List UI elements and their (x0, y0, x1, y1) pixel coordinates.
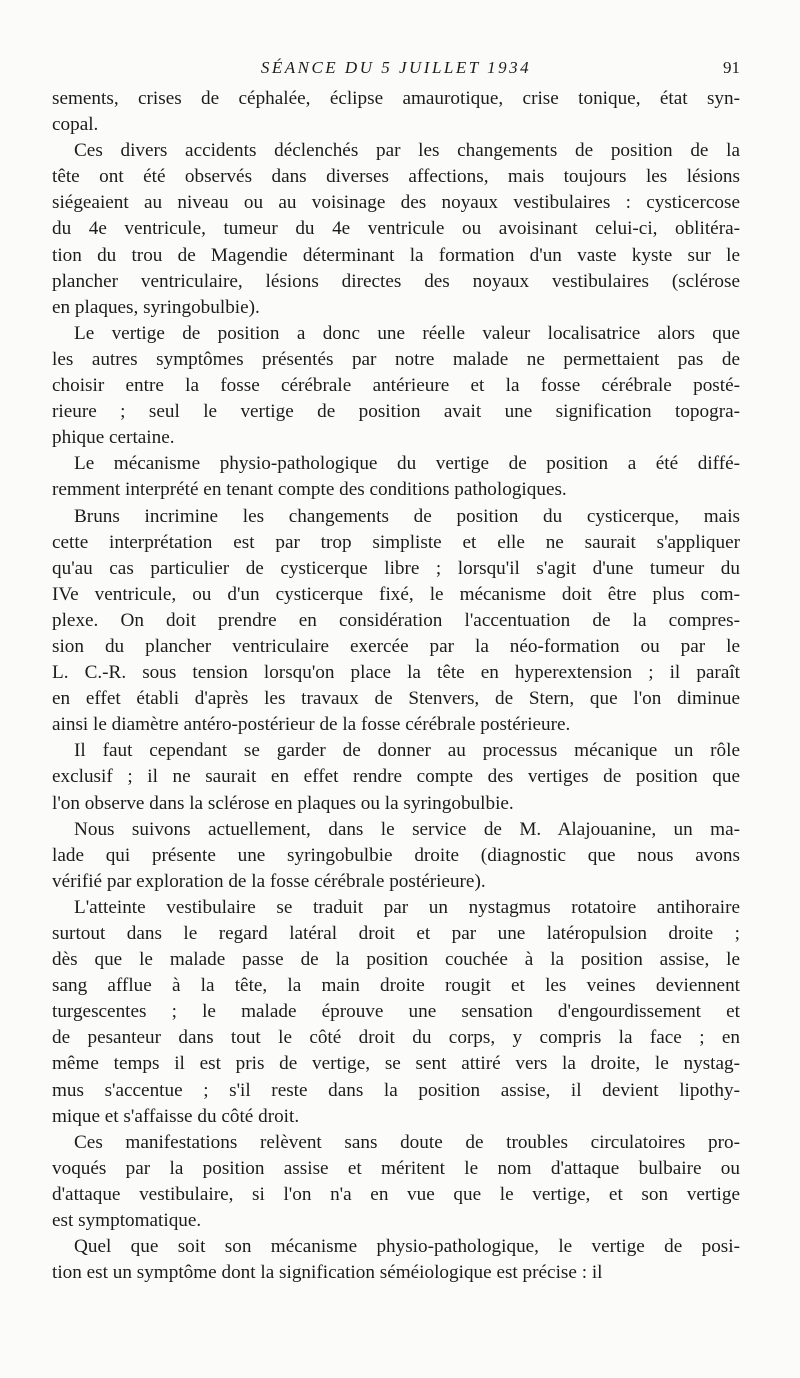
paragraph (52, 451, 740, 503)
text-line: qu'au cas particulier de cysticerque libre ; lorsqu'il s'agit d'une tumeur du (52, 557, 740, 579)
text-line: mique et s'affaisse du côté droit. (52, 1105, 300, 1127)
paragraph (52, 138, 740, 321)
text-line: Le vertige de position a donc une réelle valeur localisatrice alors que (74, 322, 740, 344)
text-line: même temps il est pris de vertige, se sent attiré vers la droite, le nystag- (52, 1053, 740, 1075)
paragraph (52, 321, 740, 451)
text-line: est symptomatique. (52, 1210, 202, 1232)
text-line: phique certaine. (52, 427, 175, 449)
text-line: tion du trou de Magendie déterminant la formation d'un vaste kyste sur le (52, 244, 740, 266)
text-line: exclusif ; il ne saurait en effet rendre compte des vertiges de position que (52, 766, 740, 788)
text-line: vérifié par exploration de la fosse cérébrale postérieure). (52, 870, 486, 892)
text-line: sion du plancher ventriculaire exercée par la néo-formation ou par le (52, 635, 740, 657)
running-head: SÉANCE DU 5 JUILLET 1934 (260, 58, 532, 77)
text-line: mus s'accentue ; s'il reste dans la position assise, il devient lipothy- (52, 1079, 740, 1101)
text-line: voqués par la position assise et méritent le nom d'attaque bulbaire ou (52, 1157, 740, 1179)
text-line: Ces divers accidents déclenchés par les changements de position de la (74, 140, 740, 162)
text-line: lade qui présente une syringobulbie droite (diagnostic que nous avons (52, 844, 740, 866)
text-line: sements, crises de céphalée, éclipse amaurotique, crise tonique, état syn- (52, 88, 740, 109)
paragraph (52, 1234, 740, 1286)
text-line: plancher ventriculaire, lésions directes des noyaux vestibulaires (sclérose (52, 270, 740, 292)
text-line: Nous suivons actuellement, dans le service de M. Alajouanine, un ma- (74, 818, 740, 840)
paragraph (52, 895, 740, 1130)
text-line: l'on observe dans la sclérose en plaques ou la syringobulbie. (52, 792, 514, 814)
paragraph (52, 86, 740, 138)
text-line: dès que le malade passe de la position couchée à la position assise, le (52, 949, 740, 971)
text-line: turgescentes ; le malade éprouve une sensation d'engourdissement et (52, 1001, 740, 1023)
page-number: 91 (723, 58, 740, 77)
text-line: Ces manifestations relèvent sans doute de troubles circulatoires pro- (74, 1131, 740, 1153)
paragraph (52, 504, 740, 739)
text-line: de pesanteur dans tout le côté droit du corps, y compris la face ; en (52, 1027, 740, 1049)
text-line: remment interprété en tenant compte des conditions pathologiques. (52, 479, 567, 501)
text-line: Quel que soit son mécanisme physio-pathologique, le vertige de posi- (74, 1236, 740, 1258)
paragraph (52, 817, 740, 895)
text-line: siégeaient au niveau ou au voisinage des noyaux vestibulaires : cysticercose (52, 192, 740, 214)
text-line: Bruns incrimine les changements de position du cysticerque, mais (74, 505, 740, 527)
text-line: Le mécanisme physio-pathologique du vertige de position a été diffé- (74, 453, 740, 475)
text-line: tête ont été observés dans diverses affections, mais toujours les lésions (52, 166, 740, 188)
paragraph (52, 1130, 740, 1234)
text-line: ainsi le diamètre antéro-postérieur de la fosse cérébrale postérieure. (52, 714, 571, 736)
text-line: cette interprétation est par trop simpliste et elle ne saurait s'appliquer (52, 531, 740, 553)
text-line: rieure ; seul le vertige de position avait une signification topogra- (52, 401, 740, 423)
text-line: sang afflue à la tête, la main droite rougit et les veines deviennent (52, 975, 740, 997)
text-line: en plaques, syringobulbie). (52, 296, 260, 318)
text-line: les autres symptômes présentés par notre malade ne permettaient pas de (52, 348, 740, 370)
text-line: d'attaque vestibulaire, si l'on n'a en vue que le vertige, et son vertige (52, 1183, 740, 1205)
text-line: tion est un symptôme dont la signification séméiologique est précise : il (52, 1262, 603, 1284)
text-line: IVe ventricule, ou d'un cysticerque fixé, le mécanisme doit être plus com- (52, 583, 740, 605)
body-text (52, 86, 740, 1286)
text-line: plexe. On doit prendre en considération l'accentuation de la compres- (52, 609, 740, 631)
page-header (52, 58, 740, 82)
text-line: du 4e ventricule, tumeur du 4e ventricule ou avoisinant celui-ci, oblitéra- (52, 218, 740, 240)
text-line: copal. (52, 114, 99, 136)
paragraph (52, 738, 740, 816)
text-line: en effet établi d'après les travaux de Stenvers, de Stern, que l'on diminue (52, 688, 740, 710)
text-line: L'atteinte vestibulaire se traduit par un nystagmus rotatoire antihoraire (74, 896, 740, 918)
text-line: Il faut cependant se garder de donner au processus mécanique un rôle (74, 740, 740, 762)
text-line: choisir entre la fosse cérébrale antérieure et la fosse cérébrale posté- (52, 375, 740, 397)
text-line: L. C.-R. sous tension lorsqu'on place la tête en hyperextension ; il paraît (52, 662, 740, 684)
text-line: surtout dans le regard latéral droit et par une latéropulsion droite ; (52, 923, 740, 944)
